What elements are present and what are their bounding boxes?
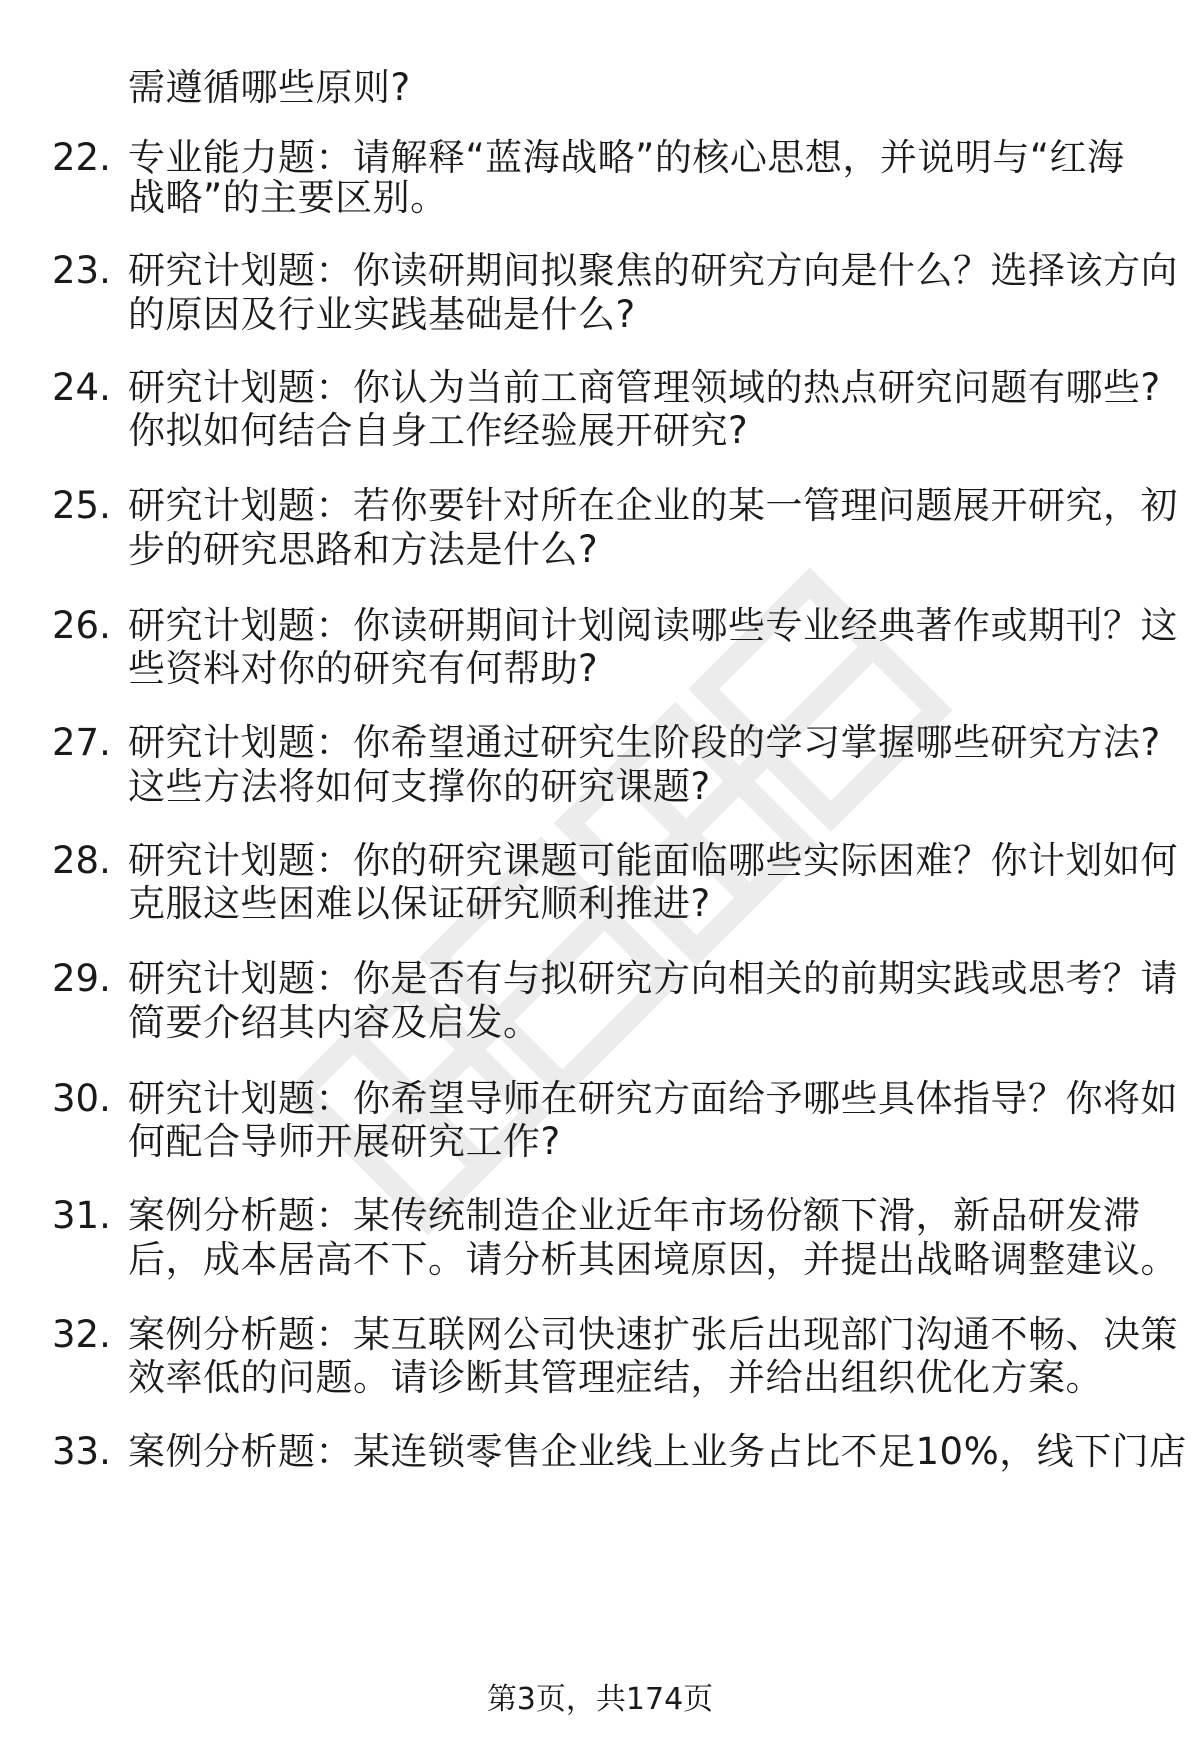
item-number: 26. (52, 604, 111, 647)
item-line: 你拟如何结合自身工作经验展开研究? (128, 409, 749, 452)
item-line: 案例分析题：某连锁零售企业线上业务占比不足10%，线下门店 (128, 1430, 1187, 1473)
item-line: 效率低的问题。请诊断其管理症结，并给出组织优化方案。 (128, 1356, 1103, 1399)
item-line: 战略”的主要区别。 (128, 176, 448, 219)
item-number: 22. (52, 136, 111, 179)
item-line: 研究计划题：你的研究课题可能面临哪些实际困难？你计划如何 (128, 839, 1178, 882)
item-line: 些资料对你的研究有何帮助? (128, 647, 599, 690)
item-line: 简要介绍其内容及启发。 (128, 1001, 541, 1044)
item-line: 研究计划题：你认为当前工商管理领域的热点研究问题有哪些? (128, 366, 1161, 409)
item-line: 克服这些困难以保证研究顺利推进? (128, 882, 711, 925)
item-number: 23. (52, 249, 111, 292)
item-line: 步的研究思路和方法是什么? (128, 528, 599, 571)
item-number: 29. (52, 957, 111, 1000)
item-line: 专业能力题：请解释“蓝海战略”的核心思想，并说明与“红海 (128, 136, 1125, 179)
item-line: 案例分析题：某传统制造企业近年市场份额下滑，新品研发滞 (128, 1194, 1141, 1237)
item-line: 的原因及行业实践基础是什么? (128, 293, 636, 336)
continuation-line: 需遵循哪些原则? (128, 66, 411, 109)
item-line: 案例分析题：某互联网公司快速扩张后出现部门沟通不畅、决策 (128, 1313, 1178, 1356)
item-number: 33. (52, 1430, 111, 1473)
item-number: 31. (52, 1194, 111, 1237)
item-line: 研究计划题：你读研期间拟聚焦的研究方向是什么？选择该方向 (128, 249, 1178, 292)
item-line: 研究计划题：你希望通过研究生阶段的学习掌握哪些研究方法? (128, 721, 1161, 764)
item-number: 32. (52, 1313, 111, 1356)
item-number: 30. (52, 1077, 111, 1120)
page-footer: 第3页，共174页 (486, 1682, 714, 1717)
item-number: 25. (52, 484, 111, 527)
item-number: 27. (52, 721, 111, 764)
item-line: 研究计划题：若你要针对所在企业的某一管理问题展开研究，初 (128, 484, 1178, 527)
item-line: 研究计划题：你希望导师在研究方面给予哪些具体指导？你将如 (128, 1077, 1178, 1120)
item-line: 后，成本居高不下。请分析其困境原因，并提出战略调整建议。 (128, 1238, 1178, 1281)
item-number: 28. (52, 839, 111, 882)
item-line: 研究计划题：你读研期间计划阅读哪些专业经典著作或期刊？这 (128, 604, 1178, 647)
item-number: 24. (52, 366, 111, 409)
item-line: 何配合导师开展研究工作? (128, 1120, 561, 1163)
item-line: 这些方法将如何支撑你的研究课题? (128, 765, 711, 808)
item-line: 研究计划题：你是否有与拟研究方向相关的前期实践或思考？请 (128, 957, 1178, 1000)
